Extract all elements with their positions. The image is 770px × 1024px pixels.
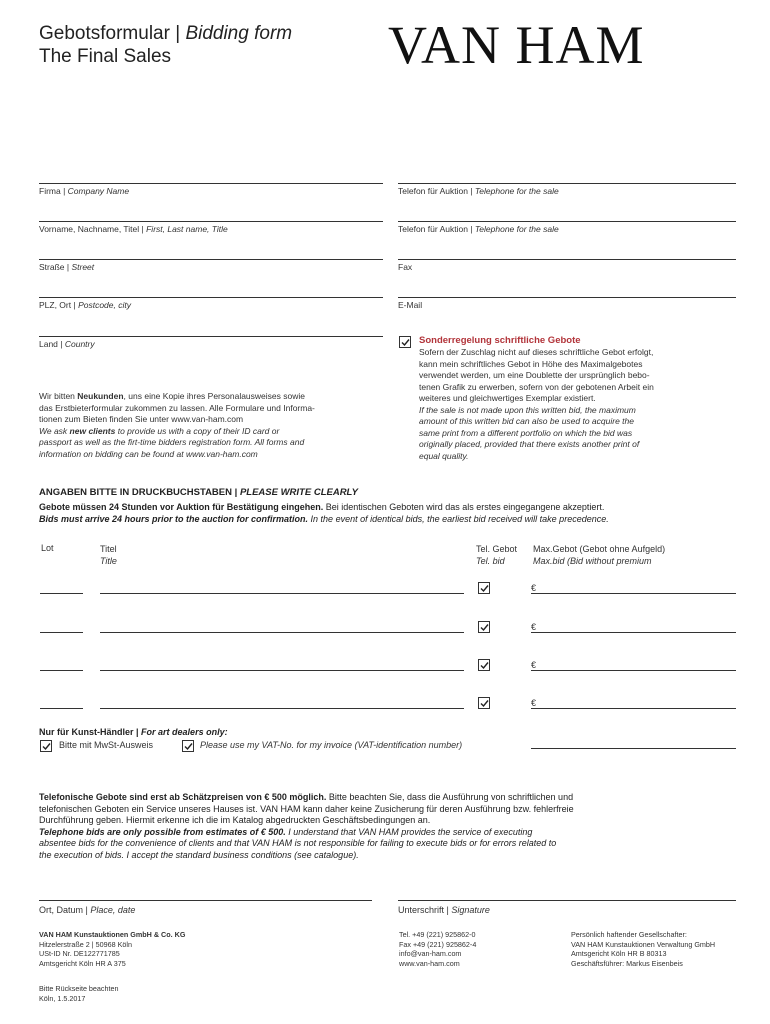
dealers-heading: Nur für Kunst-Händler | For art dealers only: [39, 727, 228, 737]
vat-de-label: Bitte mit MwSt-Ausweis [59, 740, 154, 750]
lot-input-line[interactable] [40, 670, 83, 671]
title-input-line[interactable] [100, 708, 464, 709]
company-input-line[interactable] [39, 183, 383, 184]
email-input-line[interactable] [398, 297, 736, 298]
title-en: Bidding form [185, 23, 293, 44]
country-label: Land | Country [39, 339, 95, 349]
special-rule-en-line: equal quality. [419, 450, 469, 461]
check-icon [401, 338, 410, 347]
special-rule-de-line: tenen Grafik zu erwerben, sofern von der gebotenen Arbeit ein [419, 381, 654, 392]
bid-deadline-note: Gebote müssen 24 Stunden vor Auktion für Bestätigung eingehen. Bei identischen Geboten wird das als erstes eingegangene akzeptiert. Bids must arrive 24 hours prior to the auction for confirmation. In the event of identical bids, the earliest bid received will take precedence. [39, 502, 609, 524]
vat-en-checkbox[interactable] [182, 740, 194, 752]
fax-label: Fax [398, 262, 413, 272]
signature-input-line[interactable] [398, 900, 736, 901]
special-rule-heading: Sonderregelung schriftliche Gebote [419, 335, 581, 346]
special-rule-de-line: verwendet werden, um eine Doublette der ursprünglich bebo- [419, 370, 650, 380]
max-bid-input-line[interactable] [531, 670, 736, 671]
title-input-line[interactable] [100, 593, 464, 594]
lot-input-line[interactable] [40, 593, 83, 594]
email-label: E-Mail [398, 300, 423, 310]
tel-bid-checkbox[interactable] [478, 697, 490, 709]
phone1-input-line[interactable] [398, 183, 736, 184]
lot-input-line[interactable] [40, 632, 83, 633]
phone-bids-note: Telefonische Gebote sind erst ab Schätzpreisen von € 500 möglich. Bitte beachten Sie, dass die Ausführung von schriftlichen und telefonischen Geboten ein Service unseres Hauses ist. VAN HAM kann daher keine Zusicherung für deren Ausführung bzw. fehlerfreie Durchführung geben. Hiermit erkenne ich die im Katalog abgedruckten Geschäftsbedingungen an. Telephone bids are only possible from estimates of € 500. I understand that VAN HAM provides the service of executing absentee bids for the convenience of clients and that VAN HAM is not responsible for failing to execute bids or for errors related to the execution of bids. I accept the standard business conditions (see catalogue). [39, 792, 574, 860]
title-input-line[interactable] [100, 632, 464, 633]
name-label: Vorname, Nachname, Titel | First, Last name, Title [39, 224, 228, 234]
phone2-input-line[interactable] [398, 221, 736, 222]
check-icon [42, 742, 51, 751]
special-rule-en-line: same print from a different portfolio on which the bid was [419, 427, 633, 438]
check-icon [480, 699, 489, 708]
special-rule-de-line: weiteres und gleichwertiges Exemplar existiert. [419, 393, 596, 403]
new-clients-note: Wir bitten Neukunden, uns eine Kopie ihres Personalausweises sowie das Erstbieterformular zukommen zu lassen. Alle Formulare und Informa- tionen zum Bieten finden Sie unter www.van-ham.com We ask new clients to provide us with a copy of their ID card or passport as well as the firt-time bidders registration form. All forms and information on bidding can be found at www.van-ham.com [39, 391, 315, 459]
col-lot: Lot [41, 543, 54, 553]
block-letters-heading: ANGABEN BITTE IN DRUCKBUCHSTABEN | PLEASE WRITE CLEARLY [39, 487, 358, 498]
van-ham-logo: VAN HAM [388, 15, 645, 75]
place-date-label: Ort, Datum | Place, date [39, 905, 136, 915]
country-input-line[interactable] [39, 336, 383, 337]
currency-label: € [531, 583, 537, 593]
place-date-input-line[interactable] [39, 900, 372, 901]
special-rule-de-line: Sofern der Zuschlag nicht auf dieses schriftliche Gebot erfolgt, [419, 347, 654, 357]
form-title [39, 22, 292, 68]
street-input-line[interactable] [39, 259, 383, 260]
footer-company: VAN HAM Kunstauktionen GmbH & Co. KG Hitzelerstraße 2 | 50968 Köln USt-ID Nr. DE122771785 Amtsgericht Köln HR A 375 [39, 930, 186, 968]
title-input-line[interactable] [100, 670, 464, 671]
vat-number-input-line[interactable] [531, 748, 736, 749]
col-tel-bid: Tel. Gebot Tel. bid [476, 544, 518, 566]
max-bid-input-line[interactable] [531, 708, 736, 709]
tel-bid-checkbox[interactable] [478, 582, 490, 594]
special-rule-checkbox[interactable] [399, 336, 411, 348]
footer-note: Bitte Rückseite beachten Köln, 1.5.2017 [39, 984, 119, 1003]
check-icon [480, 623, 489, 632]
tel-bid-checkbox[interactable] [478, 621, 490, 633]
street-label: Straße | Street [39, 262, 95, 272]
vat-en-label: Please use my VAT-No. for my invoice (VAT-identification number) [200, 740, 463, 750]
city-input-line[interactable] [39, 297, 383, 298]
footer-partner: Persönlich haftender Gesellschafter: VAN HAM Kunstauktionen Verwaltung GmbH Amtsgericht Köln HR B 80313 Geschäftsführer: Markus Eisenbeis [571, 930, 716, 968]
special-rule-de [419, 347, 739, 405]
vat-de-checkbox[interactable] [40, 740, 52, 752]
check-icon [184, 742, 193, 751]
col-max-bid: Max.Gebot (Gebot ohne Aufgeld) Max.bid (Bid without premium [533, 544, 666, 566]
check-icon [480, 584, 489, 593]
fax-input-line[interactable] [398, 259, 736, 260]
special-rule-text [419, 335, 739, 462]
lot-input-line[interactable] [40, 708, 83, 709]
check-icon [480, 661, 489, 670]
phone2-label: Telefon für Auktion | Telephone for the sale [398, 224, 559, 234]
special-rule-en-line: If the sale is not made upon this written bid, the maximum [419, 404, 636, 415]
currency-label: € [531, 622, 537, 632]
max-bid-input-line[interactable] [531, 632, 736, 633]
title-de: Gebotsformular | [39, 23, 181, 44]
currency-label: € [531, 698, 537, 708]
special-rule-de-line: kann mein schriftliches Gebot in Höhe des Maximalgebotes [419, 358, 643, 369]
form-subtitle: The Final Sales [39, 46, 172, 67]
max-bid-input-line[interactable] [531, 593, 736, 594]
tel-bid-checkbox[interactable] [478, 659, 490, 671]
col-title: Titel Title [100, 544, 117, 566]
special-rule-en-line: amount of this written bid can also be used to acquire the [419, 416, 634, 426]
phone1-label: Telefon für Auktion | Telephone for the sale [398, 186, 559, 196]
company-label: Firma | Company Name [39, 186, 130, 196]
name-input-line[interactable] [39, 221, 383, 222]
city-label: PLZ, Ort | Postcode, city [39, 300, 131, 310]
special-rule-en-line: originally placed, provided that there exists another print of [419, 439, 640, 449]
currency-label: € [531, 660, 537, 670]
signature-label: Unterschrift | Signature [398, 905, 490, 915]
special-rule-en [419, 405, 739, 463]
footer-contact: Tel. +49 (221) 925862-0 Fax +49 (221) 925862-4 info@van-ham.com www.van-ham.com [399, 930, 477, 968]
